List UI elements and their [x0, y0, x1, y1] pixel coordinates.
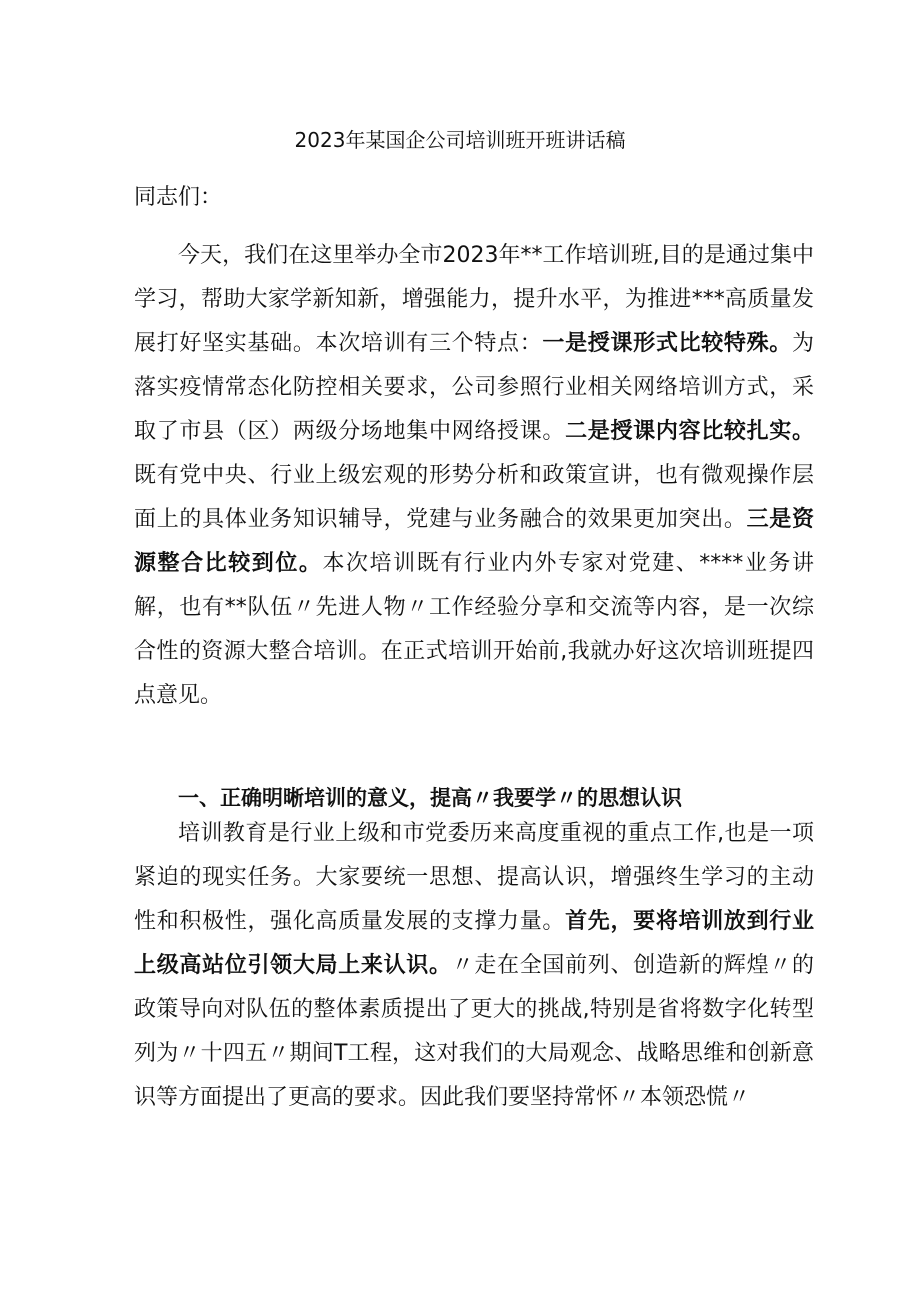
- paragraph-intro: [134, 234, 814, 718]
- paragraph-text: 〃走在全国前列、创造新的辉煌〃的政策导向对队伍的整体素质提出了更大的挑战,特别是省将数字化转型列为〃十四五〃期间T工程，这对我们的大局观念、战略思维和创新意识等方面提出了更高的要求。因此我们要坚持常怀〃本领恐慌〃: [134, 953, 814, 1110]
- bold-point-2: 二是授课内容比较扎实。: [565, 419, 814, 444]
- section-heading-1: 一、正确明晰培训的意义，提高〃我要学〃的思想认识: [178, 786, 682, 810]
- paragraph-section-1: [134, 812, 814, 1120]
- paragraph-text: 培训教育是行业上级和市党委历来高度重视的重点工作,也是一项紧迫的现实任务。大家要统一思想、提高认识，增强终生学习的主动性和积极性，强化高质量发展的支撑力量。: [134, 821, 814, 934]
- bold-point-first: 首先，要将培训放到行业上级高站位引领大局上来认识。: [134, 909, 814, 978]
- paragraph-text: 今天，我们在这里举办全市2023年**工作培训班,目的是通过集中学习，帮助大家学新知新，增强能力，提升水平，为推进***高质量发展打好坚实基础。本次培训有三个特点：: [134, 243, 814, 356]
- bold-point-3: 三是资源整合比较到位。: [134, 507, 814, 576]
- paragraph-text: 为落实疫情常态化防控相关要求，公司参照行业相关网络培训方式，采取了市县（区）两级分场地集中网络授课。: [134, 331, 814, 444]
- paragraph-text: 本次培训既有行业内外专家对党建、****业务讲解，也有**队伍〃先进人物〃工作经验分享和交流等内容，是一次综合性的资源大整合培训。在正式培训开始前,我就办好这次培训班提四点意见。: [134, 551, 814, 708]
- salutation: 同志们：: [134, 185, 223, 210]
- bold-point-1: 一是授课形式比较特殊。: [542, 331, 792, 356]
- paragraph-text: 既有党中央、行业上级宏观的形势分析和政策宣讲，也有微观操作层面上的具体业务知识辅导，党建与业务融合的效果更加突出。: [134, 463, 814, 532]
- document-title: 2023年某国企公司培训班开班讲话稿: [294, 128, 626, 152]
